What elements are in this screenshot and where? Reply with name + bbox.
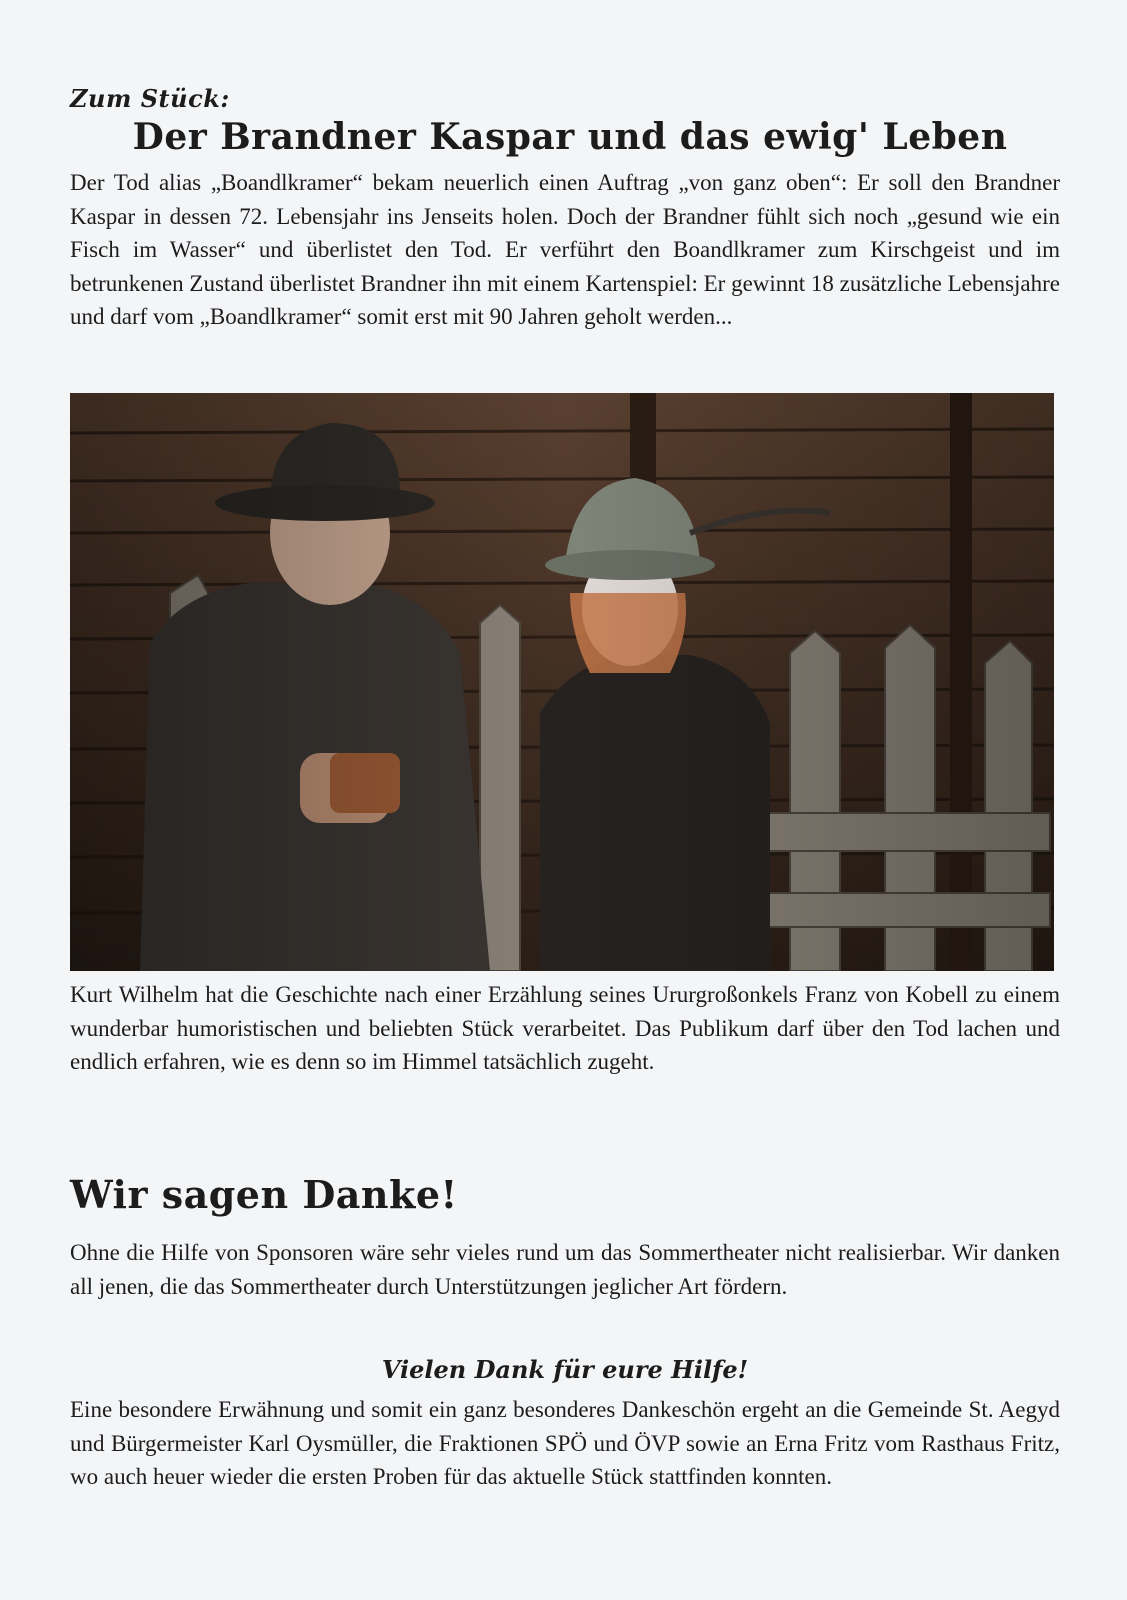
section-kicker: Zum Stück: [70, 84, 230, 113]
story-paragraph: Kurt Wilhelm hat die Geschichte nach einer Erzählung seines Ururgroßonkels Franz von Kobell zu einem wunderbar humoristischen und beliebten Stück verarbeitet. Das Publikum darf über den Tod lachen und endlich erfahren, wie es denn so im Himmel tatsächlich zugeht. [70, 982, 1060, 1074]
thanks-tagline: Vielen Dank für eure Hilfe! [381, 1355, 749, 1384]
play-title: Der Brandner Kaspar und das ewig' Leben [132, 116, 1008, 158]
photo-vignette [70, 393, 1054, 971]
sponsors-paragraph: Ohne die Hilfe von Sponsoren wäre sehr vieles rund um das Sommertheater nicht realisierbar. Wir danken all jenen, die das Sommertheater durch Unterstützungen jeglicher Art fördern. [70, 1240, 1060, 1299]
special-thanks-paragraph: Eine besondere Erwähnung und somit ein ganz besonderes Dankeschön ergeht an die Gemeinde St. Aegyd und Bürgermeister Karl Oysmüller, die Fraktionen SPÖ und ÖVP sowie an Erna Fritz vom Rasthaus Fritz, wo auch heuer wieder die ersten Proben für das aktuelle Stück stattfinden konnten. [70, 1397, 1060, 1489]
scene-photo [70, 393, 1054, 971]
thanks-heading: Wir sagen Danke! [70, 1172, 458, 1217]
intro-paragraph: Der Tod alias „Boandlkramer“ bekam neuerlich einen Auftrag „von ganz oben“: Er soll den Brandner Kaspar in dessen 72. Lebensjahr ins Jenseits holen. Doch der Brandner fühlt sich noch „gesund wie ein Fisch im Wasser“ und überlistet den Tod. Er verführt den Boandlkramer zum Kirschgeist und im betrunkenen Zustand überlistet Brandner ihn mit einem Kartenspiel: Er gewinnt 18 zusätzliche Lebensjahre und darf vom „Boandlkramer“ somit erst mit 90 Jahren geholt werden... [70, 170, 1060, 329]
